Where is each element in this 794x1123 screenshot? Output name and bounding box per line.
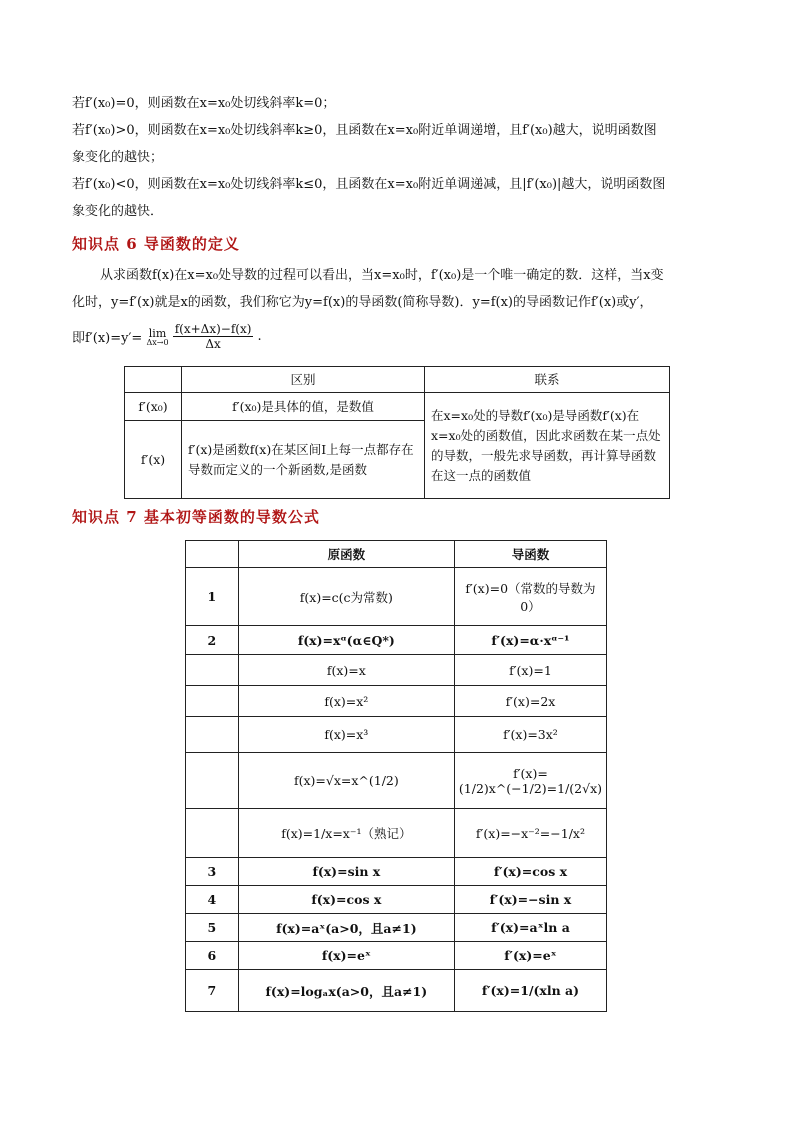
paragraph-line-2: 若f′(x₀)>0，则函数在x=x₀处切线斜率k≥0，且函数在x=x₀附近单调递增，且f′(x₀)越大，说明函数图 [72,123,657,138]
derivative-function: f′(x)=aˣln a [454,914,606,942]
derivative-function: f′(x)=−x⁻²=−1/x² [454,809,606,858]
original-function: f(x)=x [238,655,454,686]
derivative-function: f′(x)=(1/2)x^(−1/2)=1/(2√x) [454,753,606,809]
row-index: 2 [186,626,239,655]
original-function: f(x)=√x=x^(1/2) [238,753,454,809]
difference-quotient [173,322,254,351]
fraction-numerator: f(x+Δx)−f(x) [174,322,252,336]
table-header-difference: 区别 [182,367,425,393]
derivative-function: f′(x)=eˣ [454,942,606,970]
original-function: f(x)=1/x=x⁻¹（熟记） [238,809,454,858]
table-row [186,886,607,914]
derivative-function: f′(x)=1/(xln a) [454,970,606,1012]
table-header-empty [125,367,182,393]
table-header-row [186,541,607,568]
paragraph-line-5: 象变化的越快． [72,204,164,219]
table-row [186,970,607,1012]
derivative-formula-table [185,540,607,1012]
row-index: 6 [186,942,239,970]
paragraph-line-3: 象变化的越快； [72,150,164,165]
derivative-function: f′(x)=3x² [454,717,606,753]
lim-text: lim [148,326,167,340]
header-index [186,541,239,568]
formula-suffix: . [257,329,262,344]
header-derivative: 导函数 [454,541,606,568]
table-row [186,858,607,886]
table-header-relation: 联系 [425,367,670,393]
table-row [186,753,607,809]
original-function: f(x)=sin x [238,858,454,886]
row-label-f-prime-x: f′(x) [125,421,182,499]
derivative-function: f′(x)=cos x [454,858,606,886]
table-row [186,626,607,655]
paragraph-line-1: 若f′(x₀)=0，则函数在x=x₀处切线斜率k=0； [72,96,336,111]
row-index [186,753,239,809]
header-original-function: 原函数 [238,541,454,568]
derivative-limit-formula [72,322,262,358]
original-function: f(x)=cos x [238,886,454,914]
section-heading-6: 知识点 6 导函数的定义 [72,235,240,253]
original-function: f(x)=aˣ(a>0，且a≠1) [238,914,454,942]
original-function: f(x)=xᵅ(α∈Q*) [238,626,454,655]
row-index [186,809,239,858]
difference-relation-table [124,366,670,499]
row-index: 7 [186,970,239,1012]
row-index [186,655,239,686]
derivative-function: f′(x)=0（常数的导数为0） [454,568,606,626]
original-function: f(x)=logₐx(a>0，且a≠1) [238,970,454,1012]
definition-line-2: 化时，y=f′(x)就是x的函数，我们称它为y=f(x)的导函数(简称导数)．y=f(x)的导函数记作f′(x)或y′， [72,295,653,310]
row-index: 4 [186,886,239,914]
row-index: 3 [186,858,239,886]
row-difference-f-prime-x0: f′(x₀)是具体的值，是数值 [182,393,425,421]
row-index [186,717,239,753]
original-function: f(x)=x² [238,686,454,717]
derivative-function: f′(x)=2x [454,686,606,717]
row-index: 5 [186,914,239,942]
section-heading-7: 知识点 7 基本初等函数的导数公式 [72,508,320,526]
table-row [186,942,607,970]
table-row [186,809,607,858]
paragraph-line-4: 若f′(x₀)<0，则函数在x=x₀处切线斜率k≤0，且函数在x=x₀附近单调递减，且|f′(x₀)|越大，说明函数图 [72,177,666,192]
table-row [186,655,607,686]
relation-cell: 在x=x₀处的导数f′(x₀)是导函数f′(x)在x=x₀处的函数值，因此求函数在某一点处的导数，一般先求导函数，再计算导函数在这一点的函数值 [425,393,670,499]
lim-subscript: Δx→0 [146,337,169,347]
limit-operator [146,327,168,347]
table-row [186,914,607,942]
table-row [186,568,607,626]
derivative-function: f′(x)=α·xᵅ⁻¹ [454,626,606,655]
original-function: f(x)=c(c为常数) [238,568,454,626]
original-function: f(x)=eˣ [238,942,454,970]
table-row [186,717,607,753]
row-label-f-prime-x0: f′(x₀) [125,393,182,421]
row-difference-f-prime-x: f′(x)是函数f(x)在某区间I上每一点都存在导数而定义的一个新函数,是函数 [182,421,425,499]
row-index [186,686,239,717]
derivative-function: f′(x)=1 [454,655,606,686]
formula-prefix: 即f′(x)=y′= [72,331,143,346]
table-row [186,686,607,717]
definition-line-1: 从求函数f(x)在x=x₀处导数的过程可以看出，当x=x₀时，f′(x₀)是一个唯一确定的数．这样，当x变 [100,268,664,283]
original-function: f(x)=x³ [238,717,454,753]
fraction-denominator: Δx [205,337,221,351]
row-index: 1 [186,568,239,626]
derivative-function: f′(x)=−sin x [454,886,606,914]
